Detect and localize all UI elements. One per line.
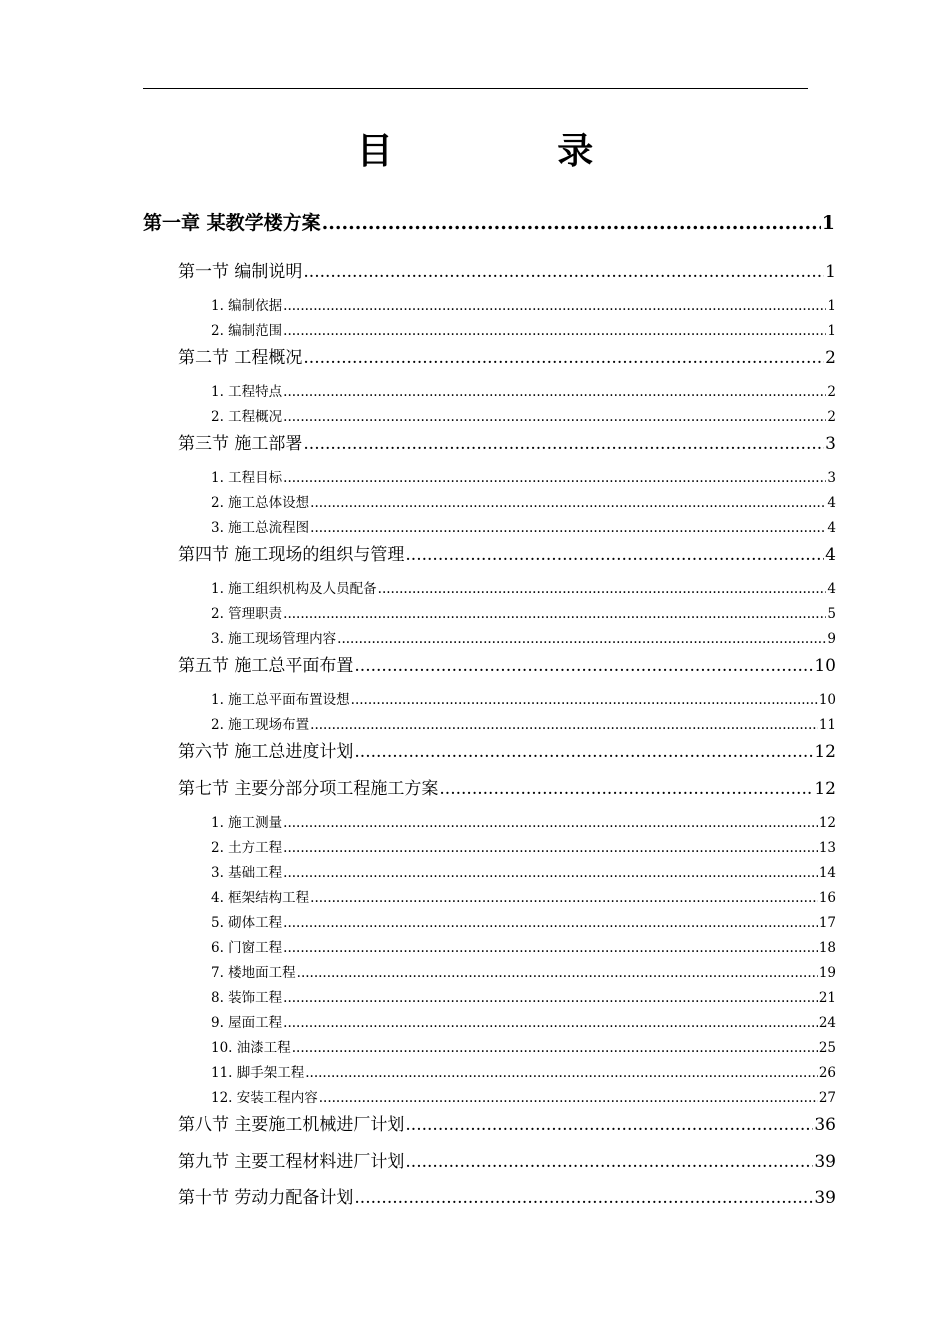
- toc-dot-leader: [354, 1187, 813, 1209]
- toc-entry-level-3[interactable]: [211, 322, 836, 340]
- toc-entry-page-number: 3: [825, 434, 836, 454]
- toc-entry-level-3[interactable]: [211, 839, 836, 857]
- toc-entry-label: 10. 油漆工程: [211, 1040, 291, 1056]
- toc-entry-page-number: 26: [818, 1065, 836, 1081]
- toc-entry-page-number: 1: [821, 212, 835, 234]
- toc-entry-page-number: 4: [827, 581, 836, 597]
- toc-entry-level-2[interactable]: [178, 433, 836, 455]
- toc-entry-page-number: 1: [827, 298, 836, 314]
- toc-entry-page-number: 13: [818, 840, 836, 856]
- toc-entry-level-3[interactable]: [211, 1014, 836, 1032]
- toc-dot-leader: [303, 347, 824, 369]
- toc-entry-level-2[interactable]: [178, 347, 836, 369]
- toc-dot-leader: [283, 939, 818, 957]
- toc-entry-page-number: 39: [814, 1152, 836, 1172]
- toc-entry-page-number: 1: [825, 262, 836, 282]
- toc-entry-page-number: 12: [814, 779, 836, 799]
- toc-entry-label: 7. 楼地面工程: [211, 965, 296, 981]
- toc-dot-leader: [283, 989, 818, 1007]
- toc-entry-label: 2. 施工现场布置: [211, 717, 310, 733]
- toc-dot-leader: [303, 433, 824, 455]
- toc-dot-leader: [310, 519, 826, 537]
- toc-dot-leader: [283, 839, 818, 857]
- toc-entry-label: 1. 工程特点: [211, 384, 283, 400]
- toc-entry-label: 2. 编制范围: [211, 323, 283, 339]
- toc-entry-label: 第五节 施工总平面布置: [178, 656, 354, 676]
- toc-entry-level-2[interactable]: [178, 1187, 836, 1209]
- toc-entry-level-3[interactable]: [211, 1039, 836, 1057]
- toc-dot-leader: [378, 580, 827, 598]
- toc-dot-leader: [439, 778, 813, 800]
- toc-entry-label: 第二节 工程概况: [178, 348, 303, 368]
- toc-entry-level-3[interactable]: [211, 630, 836, 648]
- toc-entry-level-2[interactable]: [178, 1151, 836, 1173]
- toc-entry-label: 8. 装饰工程: [211, 990, 283, 1006]
- toc-dot-leader: [283, 914, 818, 932]
- toc-entry-label: 第九节 主要工程材料进厂计划: [178, 1152, 405, 1172]
- toc-entry-page-number: 4: [827, 495, 836, 511]
- toc-entry-page-number: 2: [827, 409, 836, 425]
- toc-entry-label: 1. 工程目标: [211, 470, 283, 486]
- toc-entry-label: 3. 基础工程: [211, 865, 283, 881]
- toc-dot-leader: [319, 1089, 818, 1107]
- toc-entry-page-number: 5: [827, 606, 836, 622]
- toc-entry-page-number: 10: [818, 692, 836, 708]
- toc-entry-page-number: 36: [814, 1115, 836, 1135]
- toc-entry-page-number: 27: [818, 1090, 836, 1106]
- toc-dot-leader: [303, 261, 824, 283]
- toc-entry-level-3[interactable]: [211, 494, 836, 512]
- toc-entry-level-3[interactable]: [211, 939, 836, 957]
- toc-dot-leader: [310, 494, 826, 512]
- toc-entry-label: 2. 工程概况: [211, 409, 283, 425]
- toc-entry-label: 9. 屋面工程: [211, 1015, 283, 1031]
- toc-entry-level-3[interactable]: [211, 1089, 836, 1107]
- toc-entry-level-3[interactable]: [211, 989, 836, 1007]
- toc-entry-level-3[interactable]: [211, 383, 836, 401]
- toc-entry-label: 第一节 编制说明: [178, 262, 303, 282]
- toc-entry-level-2[interactable]: [178, 778, 836, 800]
- toc-dot-leader: [322, 211, 821, 235]
- toc-entry-page-number: 12: [818, 815, 836, 831]
- toc-dot-leader: [283, 469, 826, 487]
- toc-entry-page-number: 16: [818, 890, 836, 906]
- toc-entry-label: 2. 管理职责: [211, 606, 283, 622]
- toc-entry-page-number: 12: [814, 742, 836, 762]
- toc-entry-level-2[interactable]: [178, 1114, 836, 1136]
- toc-dot-leader: [405, 1151, 813, 1173]
- toc-entry-level-3[interactable]: [211, 408, 836, 426]
- toc-entry-page-number: 1: [827, 323, 836, 339]
- toc-dot-leader: [283, 605, 826, 623]
- toc-entry-label: 1. 编制依据: [211, 298, 283, 314]
- toc-dot-leader: [405, 1114, 813, 1136]
- toc-dot-leader: [283, 408, 826, 426]
- toc-dot-leader: [292, 1039, 818, 1057]
- toc-entry-page-number: 14: [818, 865, 836, 881]
- toc-entry-level-3[interactable]: [211, 580, 836, 598]
- toc-entry-level-3[interactable]: [211, 814, 836, 832]
- toc-dot-leader: [283, 814, 818, 832]
- toc-entry-label: 第一章 某教学楼方案: [143, 212, 321, 234]
- toc-dot-leader: [297, 964, 818, 982]
- toc-entry-label: 12. 安装工程内容: [211, 1090, 318, 1106]
- toc-dot-leader: [405, 544, 824, 566]
- toc-dot-leader: [354, 741, 813, 763]
- toc-entry-label: 1. 施工总平面布置设想: [211, 692, 350, 708]
- toc-entry-label: 5. 砌体工程: [211, 915, 283, 931]
- toc-entry-level-3[interactable]: [211, 691, 836, 709]
- toc-entry-label: 第八节 主要施工机械进厂计划: [178, 1115, 405, 1135]
- toc-entry-label: 1. 施工组织机构及人员配备: [211, 581, 377, 597]
- toc-entry-level-3[interactable]: [211, 716, 836, 734]
- toc-entry-page-number: 2: [827, 384, 836, 400]
- toc-entry-level-3[interactable]: [211, 864, 836, 882]
- toc-entry-level-2[interactable]: [178, 261, 836, 283]
- toc-dot-leader: [283, 297, 826, 315]
- toc-entry-page-number: 4: [827, 520, 836, 536]
- toc-dot-leader: [283, 864, 818, 882]
- toc-entry-level-3[interactable]: [211, 469, 836, 487]
- toc-entry-level-3[interactable]: [211, 889, 836, 907]
- toc-dot-leader: [305, 1064, 818, 1082]
- toc-entry-label: 6. 门窗工程: [211, 940, 283, 956]
- toc-entry-page-number: 19: [818, 965, 836, 981]
- toc-entry-level-3[interactable]: [211, 297, 836, 315]
- toc-entry-level-1[interactable]: [143, 211, 835, 235]
- toc-entry-label: 第三节 施工部署: [178, 434, 303, 454]
- toc-entry-label: 第四节 施工现场的组织与管理: [178, 545, 405, 565]
- toc-entry-page-number: 25: [818, 1040, 836, 1056]
- toc-entry-page-number: 9: [827, 631, 836, 647]
- toc-entry-label: 第六节 施工总进度计划: [178, 742, 354, 762]
- toc-dot-leader: [337, 630, 826, 648]
- toc-entry-page-number: 17: [818, 915, 836, 931]
- toc-entry-level-2[interactable]: [178, 741, 836, 763]
- toc-entry-level-3[interactable]: [211, 519, 836, 537]
- toc-entry-label: 1. 施工测量: [211, 815, 283, 831]
- toc-entry-page-number: 2: [825, 348, 836, 368]
- toc-entry-label: 2. 土方工程: [211, 840, 283, 856]
- toc-entry-label: 11. 脚手架工程: [211, 1065, 305, 1081]
- toc-dot-leader: [354, 655, 813, 677]
- toc-entry-page-number: 10: [814, 656, 836, 676]
- toc-dot-leader: [283, 383, 826, 401]
- toc-dot-leader: [283, 322, 826, 340]
- toc-entry-label: 第十节 劳动力配备计划: [178, 1188, 354, 1208]
- toc-entry-level-3[interactable]: [211, 1064, 836, 1082]
- toc-entry-level-2[interactable]: [178, 655, 836, 677]
- toc-dot-leader: [310, 716, 818, 734]
- toc-entry-label: 4. 框架结构工程: [211, 890, 310, 906]
- toc-entry-level-3[interactable]: [211, 914, 836, 932]
- toc-entry-page-number: 24: [818, 1015, 836, 1031]
- toc-entry-level-2[interactable]: [178, 544, 836, 566]
- toc-entry-label: 第七节 主要分部分项工程施工方案: [178, 779, 439, 799]
- toc-entry-page-number: 11: [818, 717, 836, 733]
- toc-dot-leader: [351, 691, 818, 709]
- toc-entry-page-number: 21: [818, 990, 836, 1006]
- toc-entry-label: 3. 施工总流程图: [211, 520, 310, 536]
- toc-entry-level-3[interactable]: [211, 605, 836, 623]
- toc-entry-page-number: 4: [825, 545, 836, 565]
- page-title: 目 录: [356, 131, 670, 172]
- toc-entry-level-3[interactable]: [211, 964, 836, 982]
- toc-entry-label: 3. 施工现场管理内容: [211, 631, 337, 647]
- toc-entry-page-number: 18: [818, 940, 836, 956]
- toc-entry-page-number: 39: [814, 1188, 836, 1208]
- toc-entry-page-number: 3: [827, 470, 836, 486]
- toc-dot-leader: [310, 889, 818, 907]
- toc-dot-leader: [283, 1014, 818, 1032]
- toc-entry-label: 2. 施工总体设想: [211, 495, 310, 511]
